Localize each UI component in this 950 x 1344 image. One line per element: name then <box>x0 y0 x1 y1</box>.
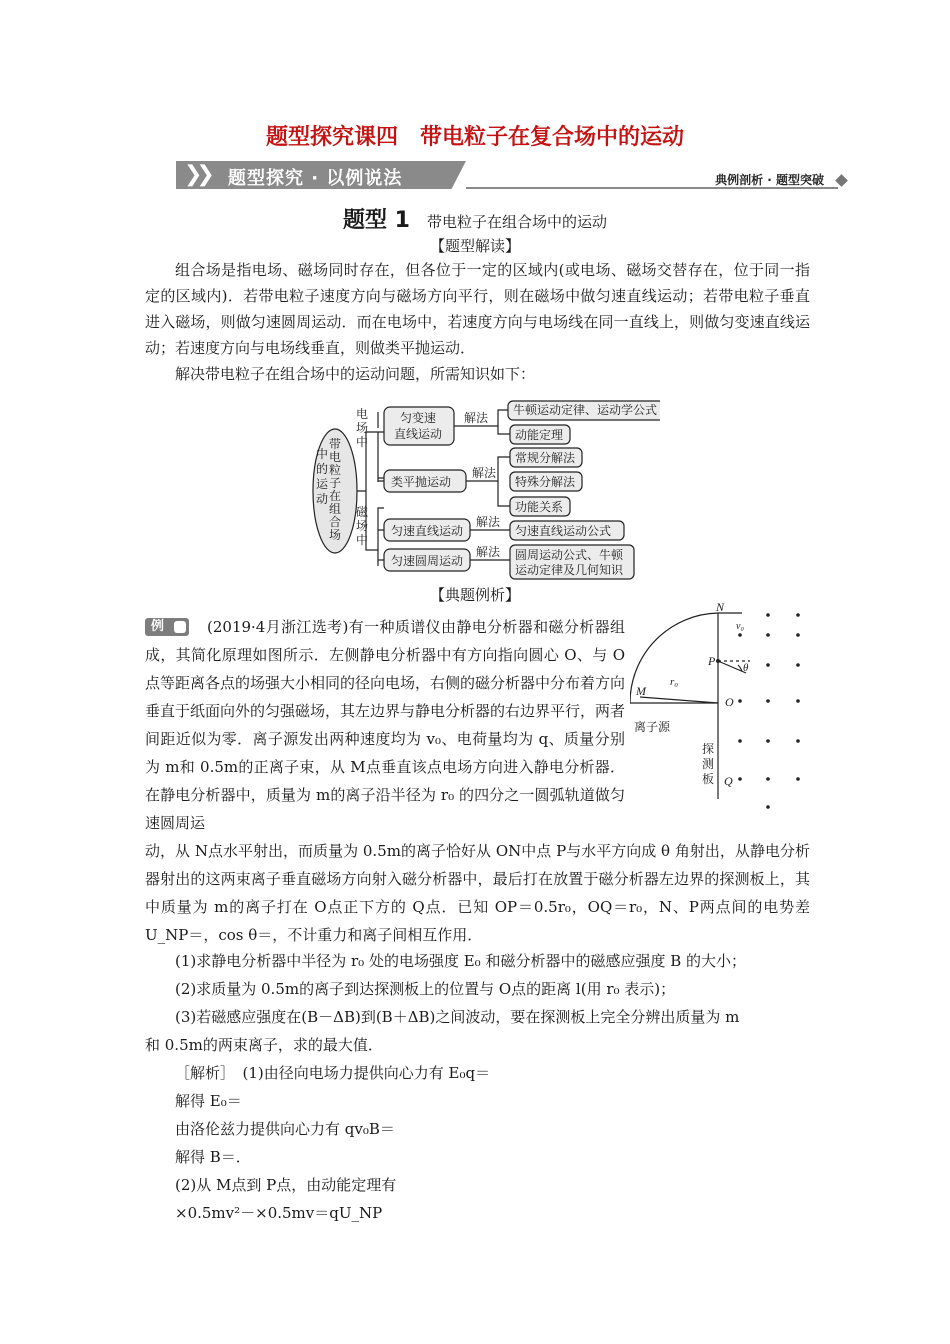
motion-uniform-accel-2: 直线运动 <box>394 427 443 441</box>
result-circle-1: 圆周运动公式、牛顿 <box>515 548 624 562</box>
result-newton: 牛顿运动定律、运动学公式 <box>513 403 658 417</box>
magnetic-1: 磁 <box>356 505 369 519</box>
motion-uniform-accel-1: 匀变速 <box>400 411 437 425</box>
page-title: 题型探究课四 带电粒子在复合场中的运动 <box>265 125 684 150</box>
electric-2: 场 <box>356 421 369 435</box>
result-work: 功能关系 <box>515 500 564 514</box>
intro-lead: 解决带电粒子在组合场中的运动问题，所需知识如下： <box>175 365 536 383</box>
type-topic: 带电粒子在组合场中的运动 <box>427 213 608 231</box>
diagram-center-9: 中 <box>316 447 329 461</box>
diagram-center-11: 运 <box>316 477 329 491</box>
label-P: P <box>708 654 716 668</box>
label-plate-1: 探 <box>702 742 715 756</box>
banner-subtitle: 典例剖析 · 题型突破 <box>715 173 824 187</box>
motion-uniform-line: 匀速直线运动 <box>391 524 464 538</box>
label-Q: Q <box>724 774 733 788</box>
label-plate-2: 测 <box>702 757 715 771</box>
example-text-block <box>145 613 625 837</box>
banner-title: 题型探究 · 以例说法 <box>228 168 403 189</box>
method-2: 解法 <box>472 466 497 480</box>
question-2: (2)求质量为 0.5m的离子到达探测板上的位置与 O点的距离 l(用 r₀ 表示)； <box>175 980 676 998</box>
solution-line-4: 解得 B＝． <box>175 1148 251 1166</box>
double-chevron-icon: ❯❯ <box>184 162 209 187</box>
result-energy: 动能定理 <box>515 428 564 442</box>
diagram-center-4: 子 <box>329 476 342 490</box>
diagram-center-2: 电 <box>329 450 342 464</box>
diagram-center-7: 合 <box>329 515 342 529</box>
intro-paragraph <box>145 257 810 387</box>
example-text-continued: 动，从 N点水平射出，而质量为 0.5m的离子恰好从 ON中点 P与水平方向成 θ 角射出，从静电分析器射出的这两束离子垂直磁场方向射入磁分析器中，最后打在放置于磁分析器左边界的探测板上，其中质量为 m的离子打在 O点正下方的 Q点．已知 OP＝0.5r₀，OQ＝r₀，N、P两点间的电势差 U_NP＝，cos θ＝，不计重力和离子间相互作用． <box>145 842 810 944</box>
diagram-center-6: 组 <box>329 502 342 516</box>
example-badge: 例 <box>145 618 189 636</box>
result-circle-2: 运动定律及几何知识 <box>515 563 624 577</box>
label-N: N <box>716 603 725 614</box>
example-text: (2019·4月浙江选考)有一种质谱仪由静电分析器和磁分析器组成，其简化原理如图所示．左侧静电分析器中有方向指向圆心 O、与 O点等距离各点的场强大小相同的径向电场，右侧的磁分析器中分布着方向垂直于纸面向外的匀强磁场，其左边界与静电分析器的右边界平行，两者间距近似为零．离子源发出两种速度均为 v₀、电荷量均为 q、质量分别为 m和 0.5m的正离子束，从 M点垂直该点电场方向进入静电分析器．在静电分析器中，质量为 m的离子沿半径为 r₀ 的四分之一圆弧轨道做匀速圆周运 <box>145 618 626 832</box>
label-theta: θ <box>743 662 749 674</box>
method-4: 解法 <box>476 545 501 559</box>
solution-line-3: 由洛伦兹力提供向心力有 qv₀B＝ <box>175 1120 395 1138</box>
magnetic-2: 场 <box>356 519 369 533</box>
type-label: 题型 1 <box>342 208 410 233</box>
motion-uniform-circle: 匀速圆周运动 <box>391 554 464 568</box>
solution-line-5: (2)从 M点到 P点，由动能定理有 <box>175 1176 397 1194</box>
electric-1: 电 <box>356 407 369 421</box>
method-1: 解法 <box>464 411 489 425</box>
question-3a: (3)若磁感应强度在(B－ΔB)到(B＋ΔB)之间波动，要在探测板上完全分辨出质量为 m <box>175 1008 740 1026</box>
result-special: 特殊分解法 <box>515 475 576 489</box>
method-3: 解法 <box>476 515 501 529</box>
label-v0: v₀ <box>736 621 744 632</box>
diagram-center-8: 场 <box>329 528 342 542</box>
result-line-formula: 匀速直线运动公式 <box>515 524 612 538</box>
solution-line-1: ［解析］ (1)由径向电场力提供向心力有 E₀q＝ <box>175 1064 491 1082</box>
label-M: M <box>636 684 646 698</box>
physics-figure <box>630 603 820 813</box>
solution-line-2: 解得 E₀＝ <box>175 1092 242 1110</box>
label-source: 离子源 <box>634 720 671 734</box>
label-plate-3: 板 <box>702 772 715 786</box>
intro-text: 组合场是指电场、磁场同时存在，但各位于一定的区域内(或电场、磁场交替存在，位于同一指定的区域内)．若带电粒子速度方向与磁场方向平行，则在磁场中做匀速直线运动；若带电粒子垂直进入磁场，则做匀速圆周运动．而在电场中，若速度方向与电场线在同一直线上，则做匀变速直线运动；若速度方向与电场线垂直，则做类平抛运动． <box>145 261 810 357</box>
diagram-center-12: 动 <box>316 492 329 506</box>
label-O: O <box>725 695 734 709</box>
knowledge-diagram <box>300 398 660 580</box>
question-3b: 和 0.5m的两束离子，求的最大值． <box>145 1036 383 1054</box>
diagram-center-1: 带 <box>329 437 342 451</box>
section-read-label: 【题型解读】 <box>429 237 520 255</box>
motion-projectile: 类平抛运动 <box>391 475 452 489</box>
label-r0: r₀ <box>670 676 679 688</box>
section-banner <box>176 159 848 193</box>
magnetic-3: 中 <box>356 533 369 547</box>
type-heading <box>0 203 950 234</box>
diagram-center-3: 粒 <box>329 463 342 477</box>
diagram-center-10: 的 <box>316 462 329 476</box>
diamond-icon <box>835 174 848 187</box>
diagram-center-5: 在 <box>329 489 342 503</box>
result-regular: 常规分解法 <box>515 451 576 465</box>
section-example-label: 【典题例析】 <box>429 586 520 604</box>
solution-line-6: ×0.5mv²－×0.5mv＝qU_NP <box>175 1204 383 1222</box>
question-1: (1)求静电分析器中半径为 r₀ 处的电场强度 E₀ 和磁分析器中的磁感应强度 B 的大小； <box>175 952 747 970</box>
electric-3: 中 <box>356 435 369 449</box>
